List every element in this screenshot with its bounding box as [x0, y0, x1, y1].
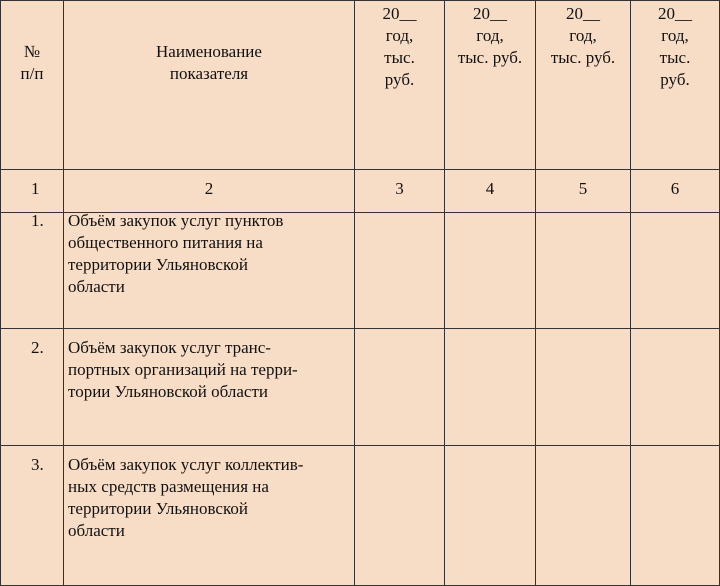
- header-year-line: тыс.: [384, 48, 415, 67]
- header-name-cell: [64, 1, 355, 170]
- column-index-row: [1, 170, 720, 213]
- value-cell[interactable]: [631, 329, 720, 446]
- row-indicator-name: [64, 213, 355, 329]
- table-row: [1, 329, 720, 446]
- row-name-line: тории Ульяновской области: [68, 382, 268, 401]
- row-number: 2.: [1, 329, 64, 446]
- header-name-line: Наименование: [156, 42, 262, 61]
- row-name-line: области: [68, 277, 125, 296]
- header-num-cell: [1, 1, 64, 170]
- header-name-line: показателя: [169, 64, 249, 83]
- header-year-line: год,: [476, 26, 504, 45]
- header-year-line: тыс. руб.: [457, 48, 523, 67]
- table-row: [1, 446, 720, 586]
- column-index-cell: 1: [1, 170, 64, 213]
- header-year-col-3: [355, 1, 445, 170]
- row-name-line: территории Ульяновской: [68, 255, 248, 274]
- value-cell[interactable]: [631, 213, 720, 329]
- value-cell[interactable]: [536, 329, 631, 446]
- value-cell[interactable]: [355, 213, 445, 329]
- header-year-line: 20__: [382, 4, 417, 23]
- header-year-line: руб.: [384, 70, 415, 89]
- header-year-col-5: [536, 1, 631, 170]
- header-year-line: 20__: [566, 4, 600, 23]
- value-cell[interactable]: [445, 446, 536, 586]
- row-name-line: Объём закупок услуг транс-: [68, 338, 271, 357]
- row-name-line: портных организаций на терри-: [68, 360, 298, 379]
- column-index-cell: 5: [536, 170, 631, 213]
- value-cell[interactable]: [536, 446, 631, 586]
- value-cell[interactable]: [355, 446, 445, 586]
- row-name-line: Объём закупок услуг коллектив-: [68, 455, 304, 474]
- header-year-col-6: [631, 1, 720, 170]
- row-name-line: ных средств размещения на: [68, 477, 269, 496]
- header-year-line: руб.: [660, 70, 690, 89]
- row-name-line: Объём закупок услуг пунктов: [68, 211, 284, 230]
- row-name-line: территории Ульяновской: [68, 499, 248, 518]
- header-year-line: 20__: [658, 4, 692, 23]
- column-index-cell: 2: [64, 170, 355, 213]
- value-cell[interactable]: [631, 446, 720, 586]
- row-indicator-name: [64, 329, 355, 446]
- header-year-line: год,: [569, 26, 597, 45]
- header-year-line: год,: [661, 26, 689, 45]
- header-num-line: №: [23, 42, 41, 61]
- row-name-line: области: [68, 521, 125, 540]
- row-number-text: 1.: [31, 211, 44, 230]
- column-index-cell: 3: [355, 170, 445, 213]
- value-cell[interactable]: [445, 329, 536, 446]
- header-year-line: 20__: [473, 4, 507, 23]
- header-year-line: тыс.: [659, 48, 691, 67]
- header-year-line: год,: [385, 26, 414, 45]
- table-header-row: [1, 1, 720, 170]
- header-num-line: п/п: [20, 64, 44, 83]
- column-index-cell: 6: [631, 170, 720, 213]
- row-number: 3.: [1, 446, 64, 586]
- value-cell[interactable]: [536, 213, 631, 329]
- row-number: [1, 213, 64, 329]
- table-row: [1, 213, 720, 329]
- row-name-line: общественного питания на: [68, 233, 263, 252]
- value-cell[interactable]: [445, 213, 536, 329]
- header-year-col-4: [445, 1, 536, 170]
- value-cell[interactable]: [355, 329, 445, 446]
- column-index-cell: 4: [445, 170, 536, 213]
- row-indicator-name: [64, 446, 355, 586]
- header-year-line: тыс. руб.: [550, 48, 616, 67]
